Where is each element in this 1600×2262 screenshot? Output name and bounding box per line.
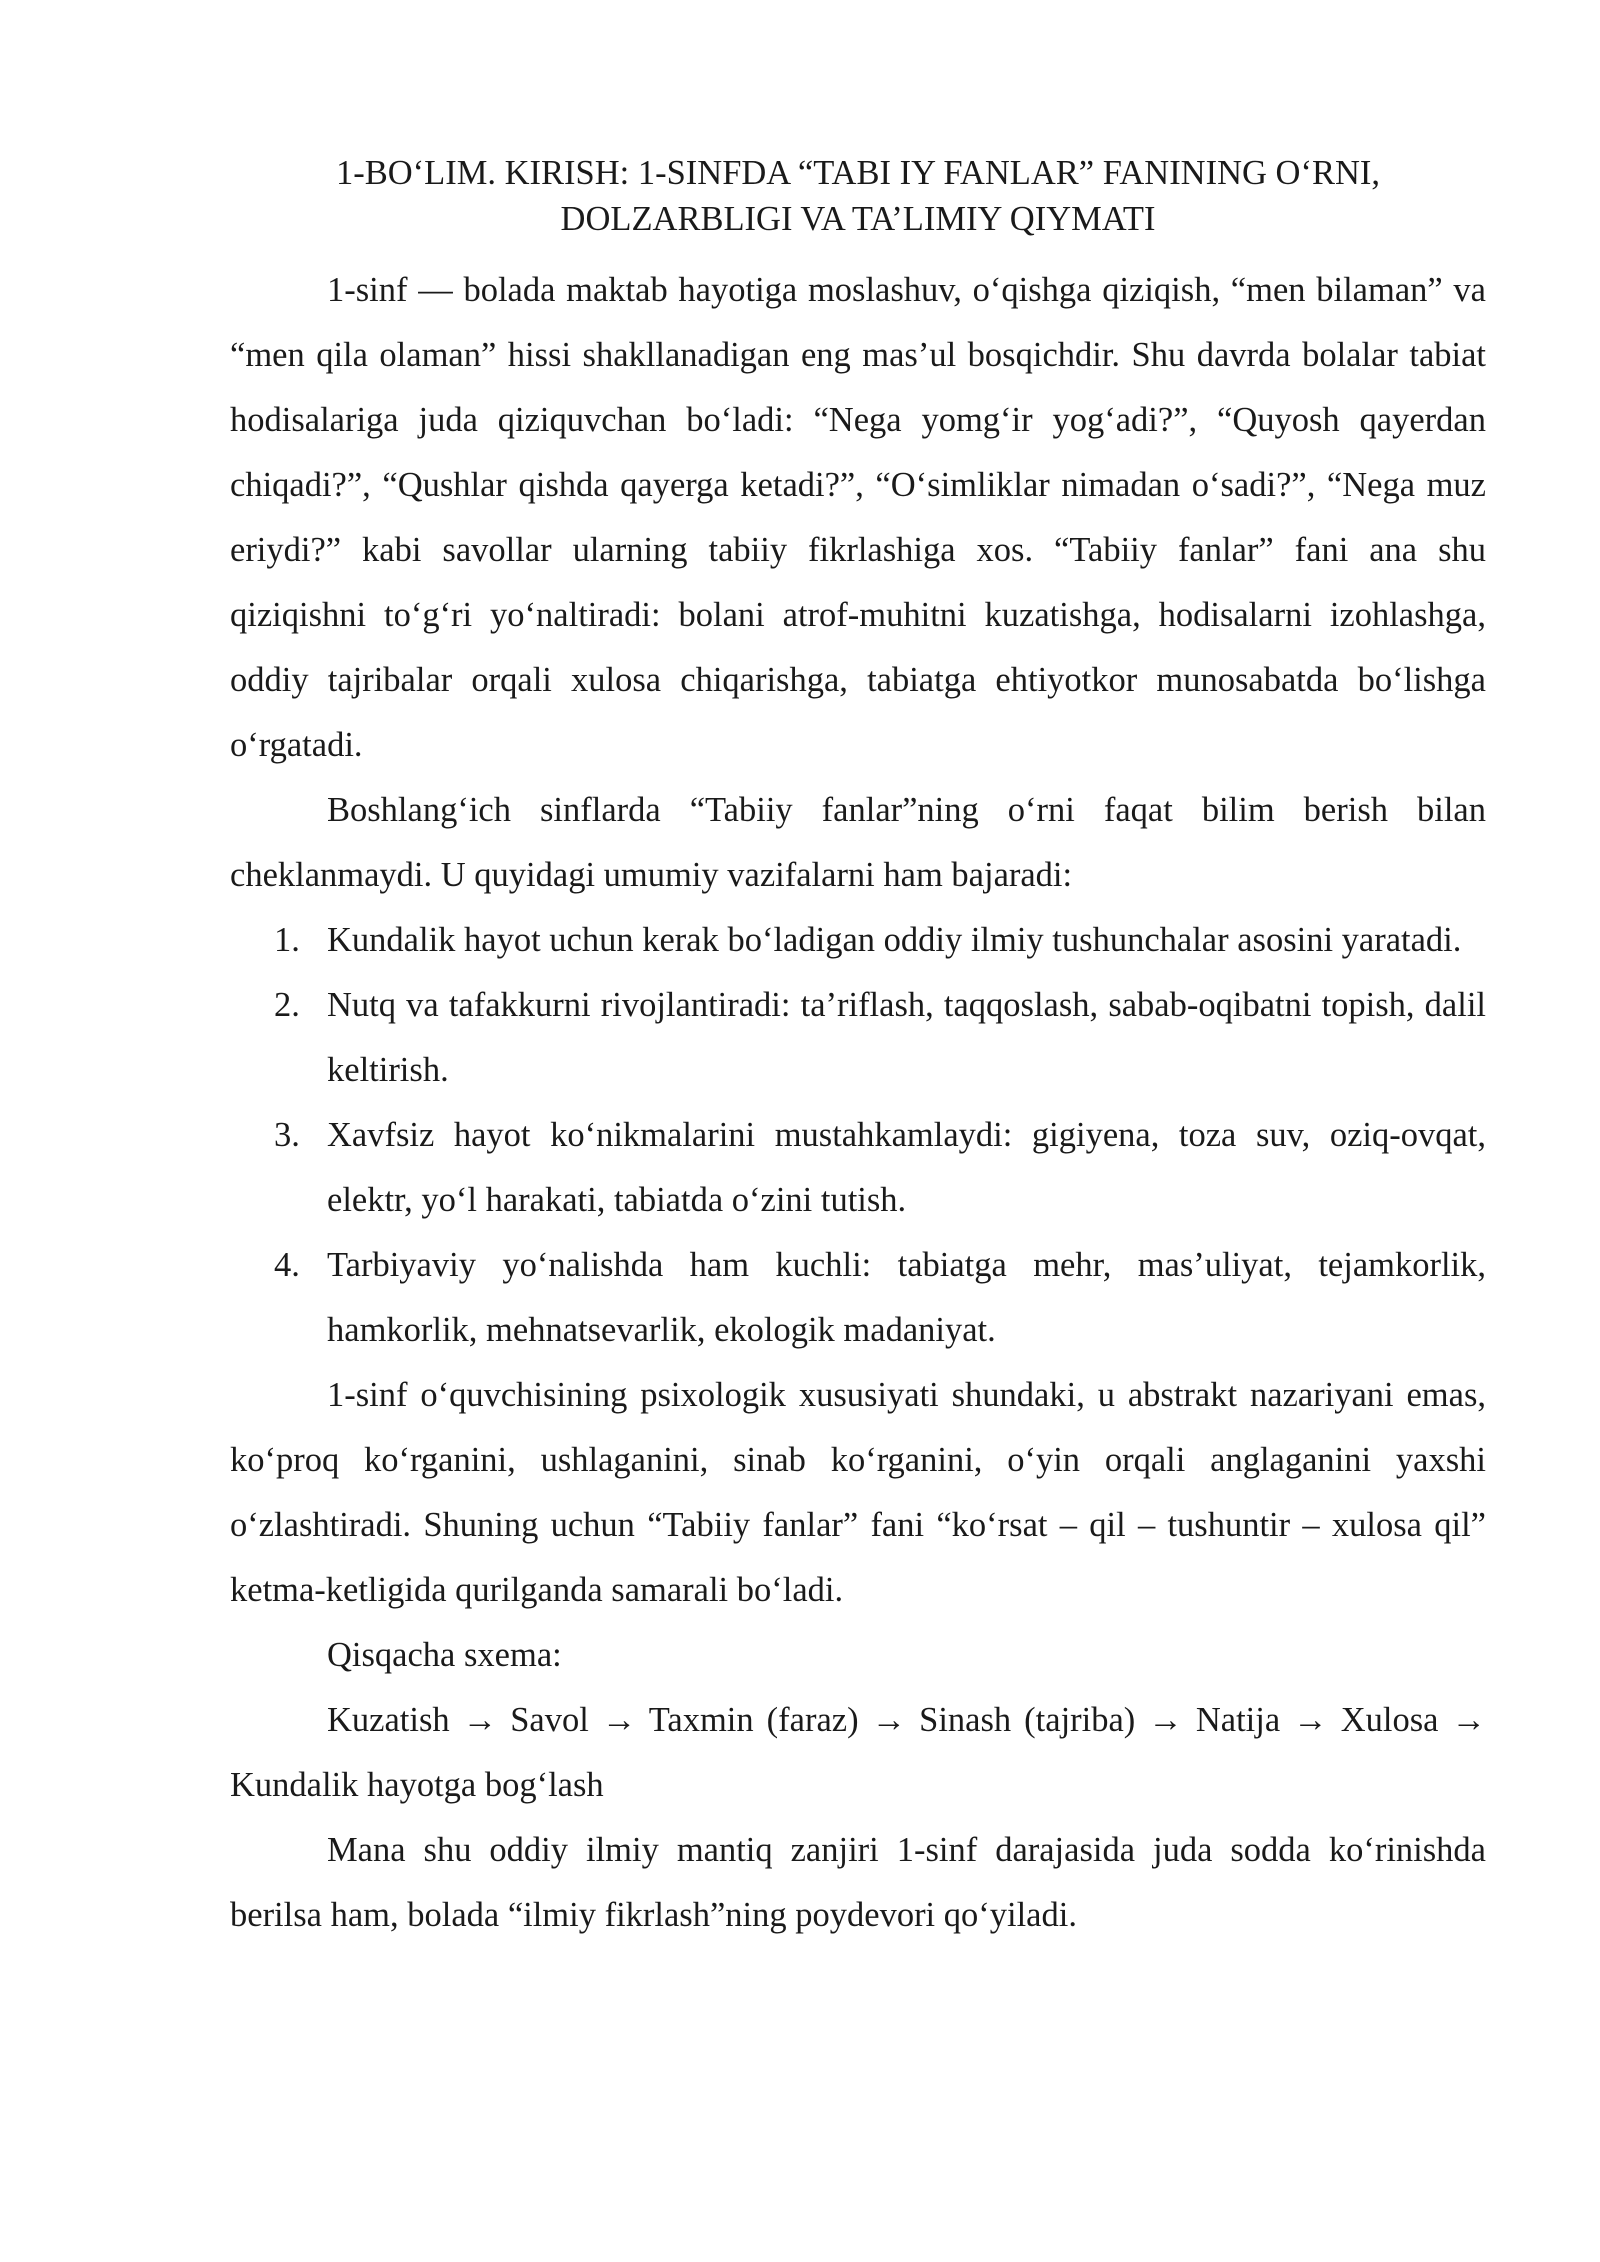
list-item (230, 1103, 1486, 1233)
list-item-text: Xavfsiz hayot ko‘nikmalarini mustahkamlaydi: gigiyena, toza suv, oziq-ovqat, elektr, yo‘l harakati, tabiatda o‘zini tutish. (327, 1116, 1486, 1219)
document-page (230, 150, 1486, 1948)
section-title (230, 150, 1486, 242)
list-item-number: 4. (274, 1246, 300, 1284)
paragraph-psychology: 1-sinf o‘quvchisining psixologik xususiyati shundaki, u abstrakt nazariyani emas, ko‘proq ko‘rganini, ushlaganini, sinab ko‘rganini, o‘yin orqali anglaganini yaxshi o‘zlashtiradi. Shuning uchun “Tabiiy fanlar” fani “ko‘rsat – qil – tushuntir – xulosa qil” ketma-ketligida qurilganda samarali bo‘ladi. (230, 1376, 1486, 1609)
section-title-line-1: 1-BO‘LIM. KIRISH: 1-SINFDA “TABI IY FANLAR” FANINING O‘RNI, (336, 154, 1380, 192)
paragraph-scheme-chain: Kuzatish → Savol → Taxmin (faraz) → Sinash (tajriba) → Natija → Xulosa → Kundalik hayotga bog‘lash (230, 1701, 1486, 1804)
list-item-number: 1. (274, 921, 300, 959)
list-item-text: Kundalik hayot uchun kerak bo‘ladigan oddiy ilmiy tushunchalar asosini yaratadi. (327, 921, 1462, 959)
section-title-line-2: DOLZARBLIGI VA TA’LIMIY QIYMATI (560, 200, 1156, 238)
list-item-number: 2. (274, 986, 300, 1024)
paragraph-scheme-label: Qisqacha sxema: (327, 1636, 562, 1674)
paragraph-conclusion: Mana shu oddiy ilmiy mantiq zanjiri 1-sinf darajasida juda sodda ko‘rinishda berilsa ham, bolada “ilmiy fikrlash”ning poydevori qo‘yiladi. (230, 1831, 1486, 1934)
list-item (230, 973, 1486, 1103)
paragraph-intro: 1-sinf — bolada maktab hayotiga moslashuv, o‘qishga qiziqish, “men bilaman” va “men qila olaman” hissi shakllanadigan eng mas’ul bosqichdir. Shu davrda bolalar tabiat hodisalariga juda qiziquvchan bo‘ladi: “Nega yomg‘ir yog‘adi?”, “Quyosh qayerdan chiqadi?”, “Qushlar qishda qayerga ketadi?”, “O‘simliklar nimadan o‘sadi?”, “Nega muz eriydi?” kabi savollar ularning tabiiy fikrlashiga xos. “Tabiiy fanlar” fani ana shu qiziqishni to‘g‘ri yo‘naltiradi: bolani atrof-muhitni kuzatishga, hodisalarni izohlashga, oddiy tajribalar orqali xulosa chiqarishga, tabiatga ehtiyotkor munosabatda bo‘lishga o‘rgatadi. (230, 271, 1486, 764)
list-item-text: Tarbiyaviy yo‘nalishda ham kuchli: tabiatga mehr, mas’uliyat, tejamkorlik, hamkorlik, mehnatsevarlik, ekologik madaniyat. (327, 1246, 1486, 1349)
list-item-number: 3. (274, 1116, 300, 1154)
paragraph-role: Boshlang‘ich sinflarda “Tabiiy fanlar”ning o‘rni faqat bilim berish bilan cheklanmaydi. U quyidagi umumiy vazifalarni ham bajaradi: (230, 791, 1486, 894)
list-item-text: Nutq va tafakkurni rivojlantiradi: ta’riflash, taqqoslash, sabab-oqibatni topish, dalil keltirish. (327, 986, 1486, 1089)
list-item (230, 908, 1486, 973)
tasks-list (230, 908, 1486, 1363)
list-item (230, 1233, 1486, 1363)
